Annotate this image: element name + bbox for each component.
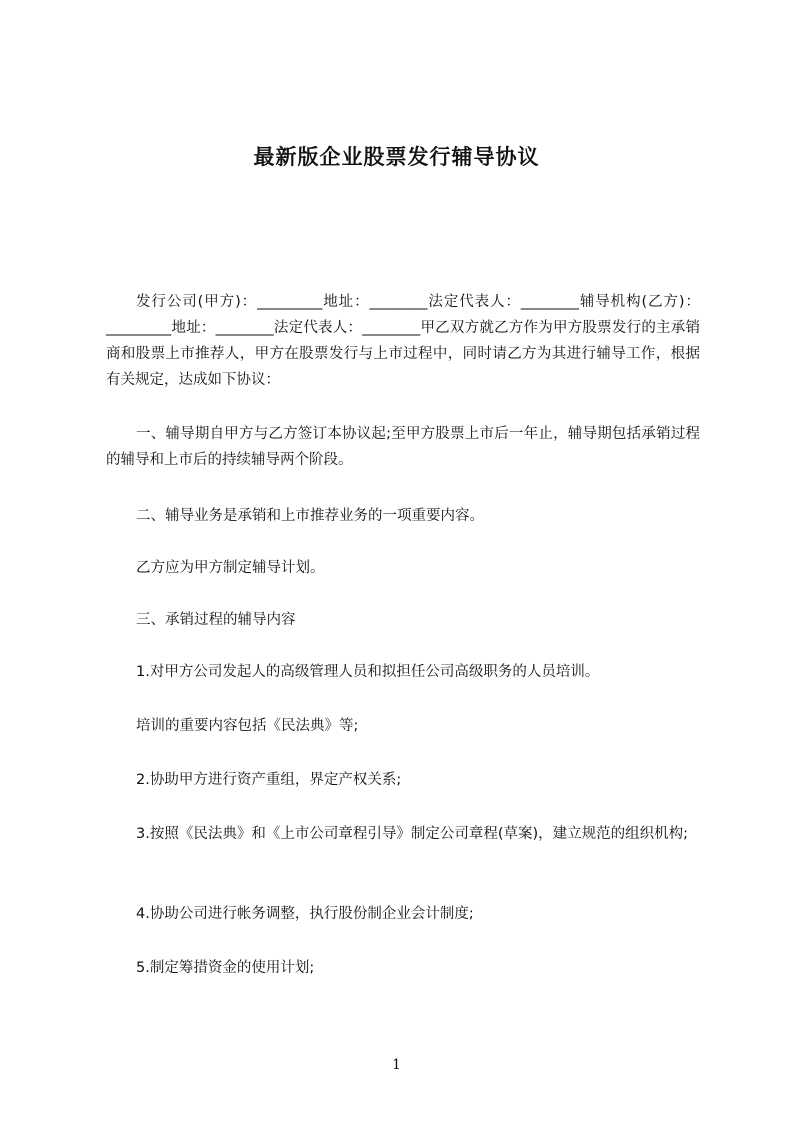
clause-2-paragraph: 二、辅导业务是承销和上市推荐业务的一项重要内容。 — [136, 508, 484, 524]
item-1-paragraph: 1.对甲方公司发起人的高级管理人员和拟担任公司高级职务的人员培训。 — [136, 664, 600, 680]
intro-paragraph: 发行公司(甲方)：_________地址：________法定代表人：________辅导机构(乙方)：_________地址：________法定代表人：________甲乙双方就乙方作为甲方股票发行的主承销商和股票上市推荐人，甲方在股票发行与上市过程中，同时请乙方为其进行辅导工作，根据有关规定，达成如下协议： — [106, 294, 700, 388]
clause-2-note: 乙方应为甲方制定辅导计划。 — [136, 560, 325, 576]
item-2-paragraph: 2.协助甲方进行资产重组，界定产权关系; — [136, 772, 402, 788]
clause-3-heading: 三、承销过程的辅导内容 — [136, 612, 296, 628]
item-5-paragraph: 5.制定筹措资金的使用计划; — [136, 960, 315, 976]
item-3-paragraph: 3.按照《民法典》和《上市公司章程引导》制定公司章程(草案)，建立规范的组织机构; — [136, 826, 689, 842]
item-1-note: 培训的重要内容包括《民法典》等; — [136, 718, 359, 734]
item-4-paragraph: 4.协助公司进行帐务调整，执行股份制企业会计制度; — [136, 906, 474, 922]
document-title: 最新版企业股票发行辅导协议 — [253, 145, 540, 169]
clause-1-paragraph: 一、辅导期自甲方与乙方签订本协议起;至甲方股票上市后一年止，辅导期包括承销过程的辅导和上市后的持续辅导两个阶段。 — [106, 426, 700, 468]
page-number: 1 — [392, 1057, 401, 1073]
